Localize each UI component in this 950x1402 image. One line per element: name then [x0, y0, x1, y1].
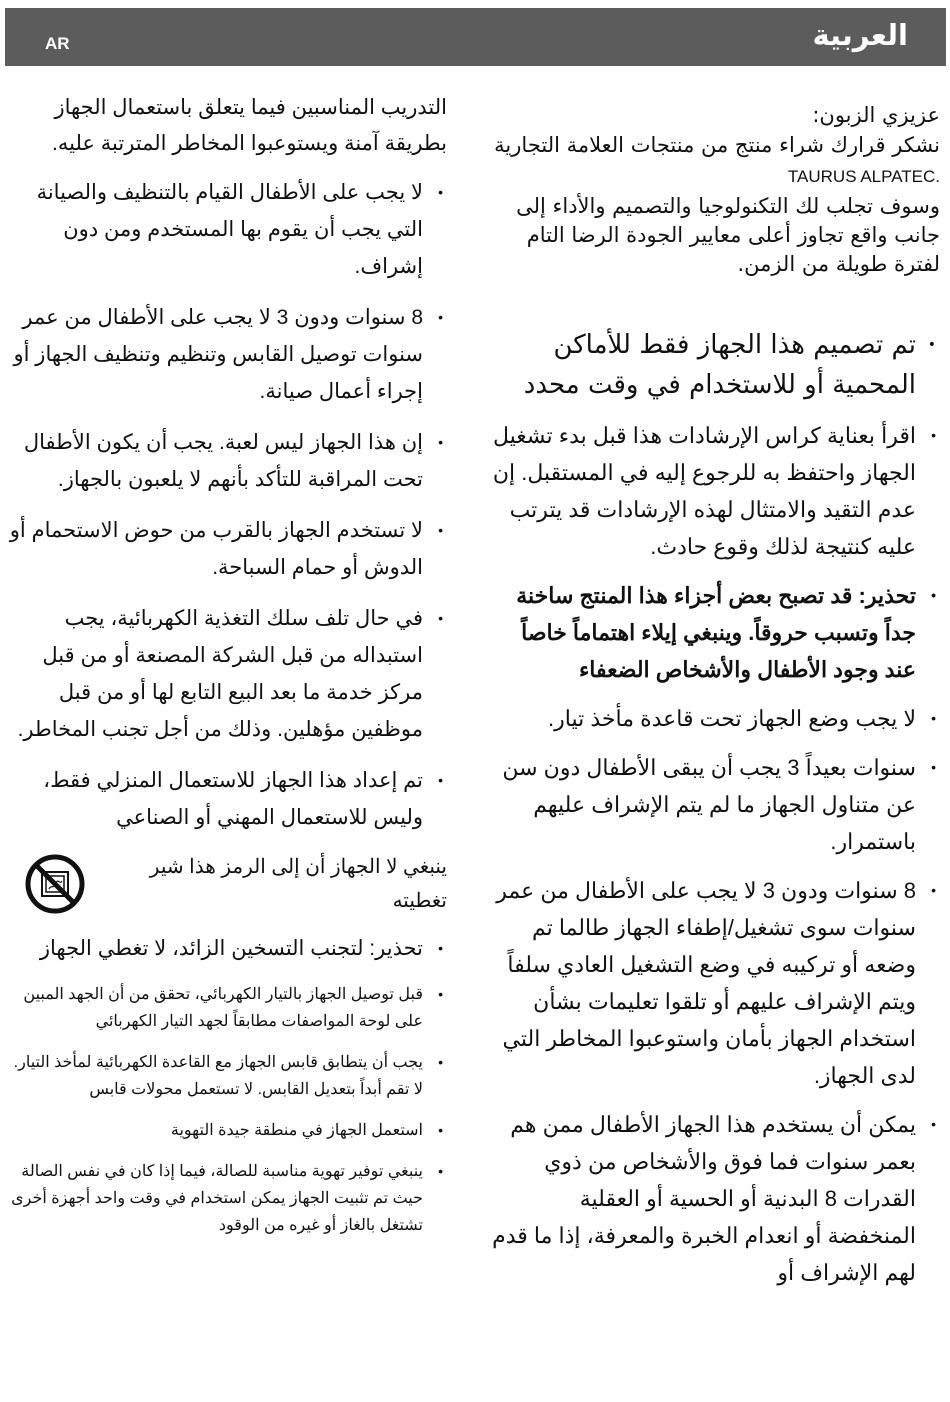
- list-item: • 8 سنوات ودون 3 لا يجب على الأطفال من عمر سنوات سوى تشغيل/إطفاء الجهاز طالما تم وضعه أو تركيبه في وضع التشغيل العادي سلفاً ويتم الإشراف عليهم أو تلقوا تعليمات بشأن استخدام الجهاز بأمان واستوعبوا المخاطر التي لدى الجهاز.: [488, 872, 940, 1094]
- thanks-text: [488, 130, 940, 192]
- brand-name: TAURUS ALPATEC.: [787, 167, 940, 186]
- continued-text: التدريب المناسبين فيما يتعلق باستعمال الجهاز بطريقة آمنة ويستوعبوا المخاطر المترتبة عليه.: [52, 96, 447, 155]
- list-item: • لا يجب على الأطفال القيام بالتنظيف والصيانة التي يجب أن يقوم بها المستخدم ومن دون إشراف.: [7, 174, 447, 285]
- list-item: • في حال تلف سلك التغذية الكهربائية، يجب استبداله من قبل الشركة المصنعة أو من قبل مركز خدمة ما بعد البيع التابع لها أو من قبل موظفين مؤهلين. وذلك من أجل تجنب المخاطر.: [7, 600, 447, 748]
- safety-list-left-2: [7, 930, 447, 1239]
- page-header: [5, 8, 946, 66]
- list-item: • تم تصميم هذا الجهاز فقط للأماكن المحمية أو للاستخدام في وقت محدد: [488, 325, 940, 405]
- safety-list-left: [7, 174, 447, 836]
- symbol-text: ينبغي لا الجهاز أن إلى الرمز هذا شير تغطيته: [149, 856, 447, 912]
- list-item: • تم إعداد هذا الجهاز للاستعمال المنزلي فقط، وليس للاستعمال المهني أو الصناعي: [7, 762, 447, 836]
- right-column: [488, 90, 940, 1303]
- list-item: • 8 سنوات ودون 3 لا يجب على الأطفال من عمر سنوات توصيل القابس وتنظيم وتنظيف الجهاز أو إجراء أعمال صيانة.: [7, 299, 447, 410]
- list-item: • ينبغي توفير تهوية مناسبة للصالة، فيما إذا كان في نفس الصالة حيث تم تثبيت الجهاز يمكن استخدام في وقت واحد أجهزة أخرى تشتغل بالغاز أو غيره من الوقود: [7, 1158, 447, 1239]
- do-not-cover-icon: [23, 852, 87, 916]
- language-code: AR: [45, 34, 70, 53]
- safety-list-right: [488, 325, 940, 1291]
- list-item: • قبل توصيل الجهاز بالتيار الكهربائي، تحقق من أن الجهد المبين على لوحة المواصفات مطابقاً لجهد التيار الكهربائي: [7, 981, 447, 1035]
- intro-text: وسوف تجلب لك التكنولوجيا والتصميم والأداء إلى جانب واقع تجاوز أعلى معايير الجودة الرضا التام لفترة طويلة من الزمن.: [516, 194, 940, 276]
- language-title: العربية: [812, 18, 908, 52]
- do-not-cover-notice: [7, 850, 447, 918]
- list-item: • لا تستخدم الجهاز بالقرب من حوض الاستحمام أو الدوش أو حمام السباحة.: [7, 512, 447, 586]
- list-item: • استعمل الجهاز في منطقة جيدة التهوية: [7, 1117, 447, 1144]
- list-item: • اقرأ بعناية كراس الإرشادات هذا قبل بدء تشغيل الجهاز واحتفظ به للرجوع إليه في المستقبل. إن عدم التقيد والامتثال لهذه الإرشادات قد يترتب عليه كنتيجة لذلك وقوع حادث.: [488, 417, 940, 565]
- warning-item: • تحذير: لتجنب التسخين الزائد، لا تغطي الجهاز: [7, 930, 447, 967]
- list-item: • إن هذا الجهاز ليس لعبة. يجب أن يكون الأطفال تحت المراقبة للتأكد بأنهم لا يلعبون بالجهاز.: [7, 424, 447, 498]
- thanks-body: نشكر قرارك شراء منتج من منتجات العلامة التجارية: [494, 133, 940, 157]
- greeting: عزيزي الزبون:: [812, 103, 940, 127]
- list-item: • يجب أن يتطابق قابس الجهاز مع القاعدة الكهربائية لمأخذ التيار. لا تقم أبداً بتعديل القابس. لا تستعمل محولات قابس: [7, 1049, 447, 1103]
- list-item: • يمكن أن يستخدم هذا الجهاز الأطفال ممن هم بعمر سنوات فما فوق والأشخاص من ذوي القدرات 8 البدنية أو الحسية أو العقلية المنخفضة أو انعدام الخبرة والمعرفة، إذا ما قدم لهم الإشراف أو: [488, 1106, 940, 1291]
- list-item: • سنوات بعيداً 3 يجب أن يبقى الأطفال دون سن عن متناول الجهاز ما لم يتم الإشراف عليهم باستمرار.: [488, 749, 940, 860]
- left-column: [7, 90, 447, 1253]
- list-item: • لا يجب وضع الجهاز تحت قاعدة مأخذ تيار.: [488, 700, 940, 737]
- warning-item: • تحذير: قد تصبح بعض أجزاء هذا المنتج ساخنة جداً وتسبب حروقاً. وينبغي إيلاء اهتماماً خاصاً عند وجود الأطفال والأشخاص الضعفاء: [488, 577, 940, 688]
